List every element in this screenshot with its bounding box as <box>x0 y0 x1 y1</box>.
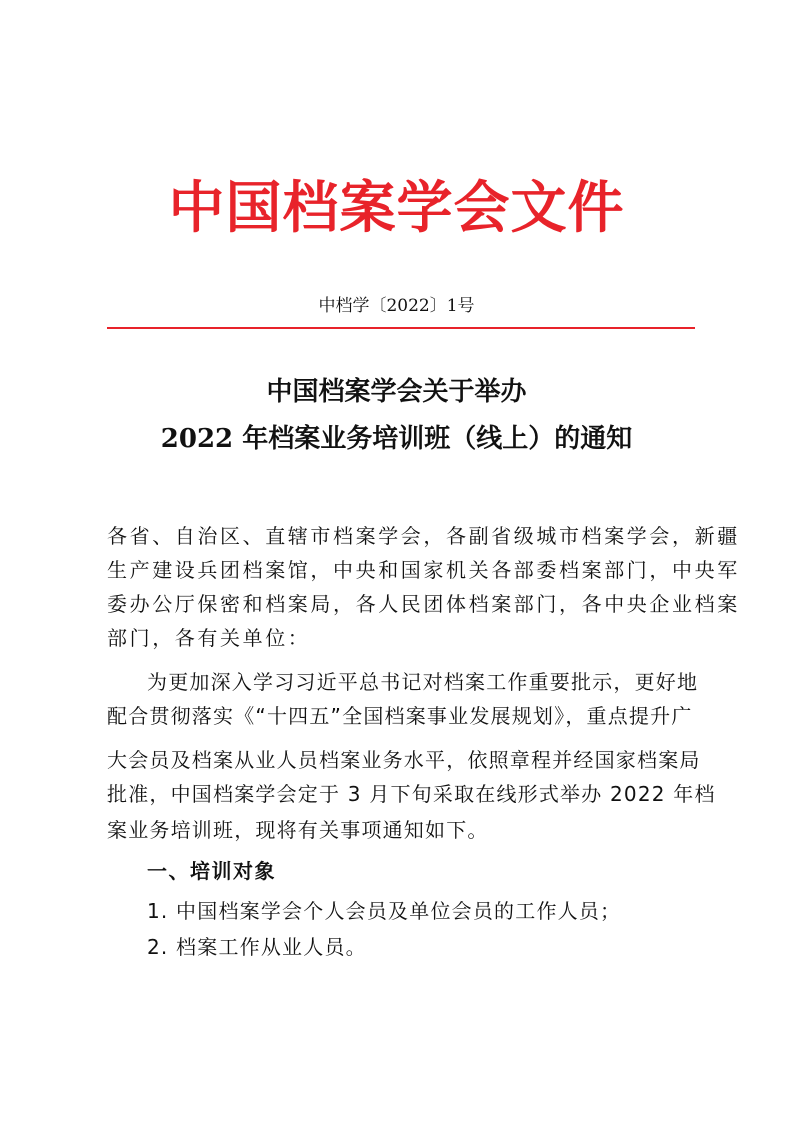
intro-paragraph-line: 为更加深入学习习近平总书记对档案工作重要批示，更好地 <box>147 670 699 694</box>
intro-paragraph-line: 大会员及档案从业人员档案业务水平，依照章程并经国家档案局 <box>107 748 701 772</box>
addressee-line: 生产建设兵团档案馆，中央和国家机关各部委档案部门，中央军 <box>107 558 740 582</box>
intro-paragraph-line: 配合贯彻落实《“十四五”全国档案事业发展规划》，重点提升广 <box>107 704 693 728</box>
addressee-line: 各省、自治区、直辖市档案学会，各副省级城市档案学会，新疆 <box>107 524 740 548</box>
addressee-line: 部门，各有关单位： <box>107 626 311 650</box>
list-item: 1. 中国档案学会个人会员及单位会员的工作人员； <box>147 899 622 923</box>
red-divider-line <box>107 327 695 329</box>
intro-paragraph-line: 批准，中国档案学会定于 3 月下旬采取在线形式举办 2022 年档 <box>107 782 716 806</box>
notice-title-line-2: 2022 年档案业务培训班（线上）的通知 <box>160 424 633 454</box>
section-heading-training-targets: 一、培训对象 <box>147 859 276 883</box>
org-header-title: 中国档案学会文件 <box>168 175 625 241</box>
notice-title-line-1: 中国档案学会关于举办 <box>266 377 527 407</box>
list-item: 2. 档案工作从业人员。 <box>147 935 367 959</box>
intro-paragraph-line: 案业务培训班，现将有关事项通知如下。 <box>107 818 489 842</box>
addressee-line: 委办公厅保密和档案局，各人民团体档案部门，各中央企业档案 <box>107 592 740 616</box>
document-number: 中档学〔2022〕1号 <box>318 296 475 316</box>
